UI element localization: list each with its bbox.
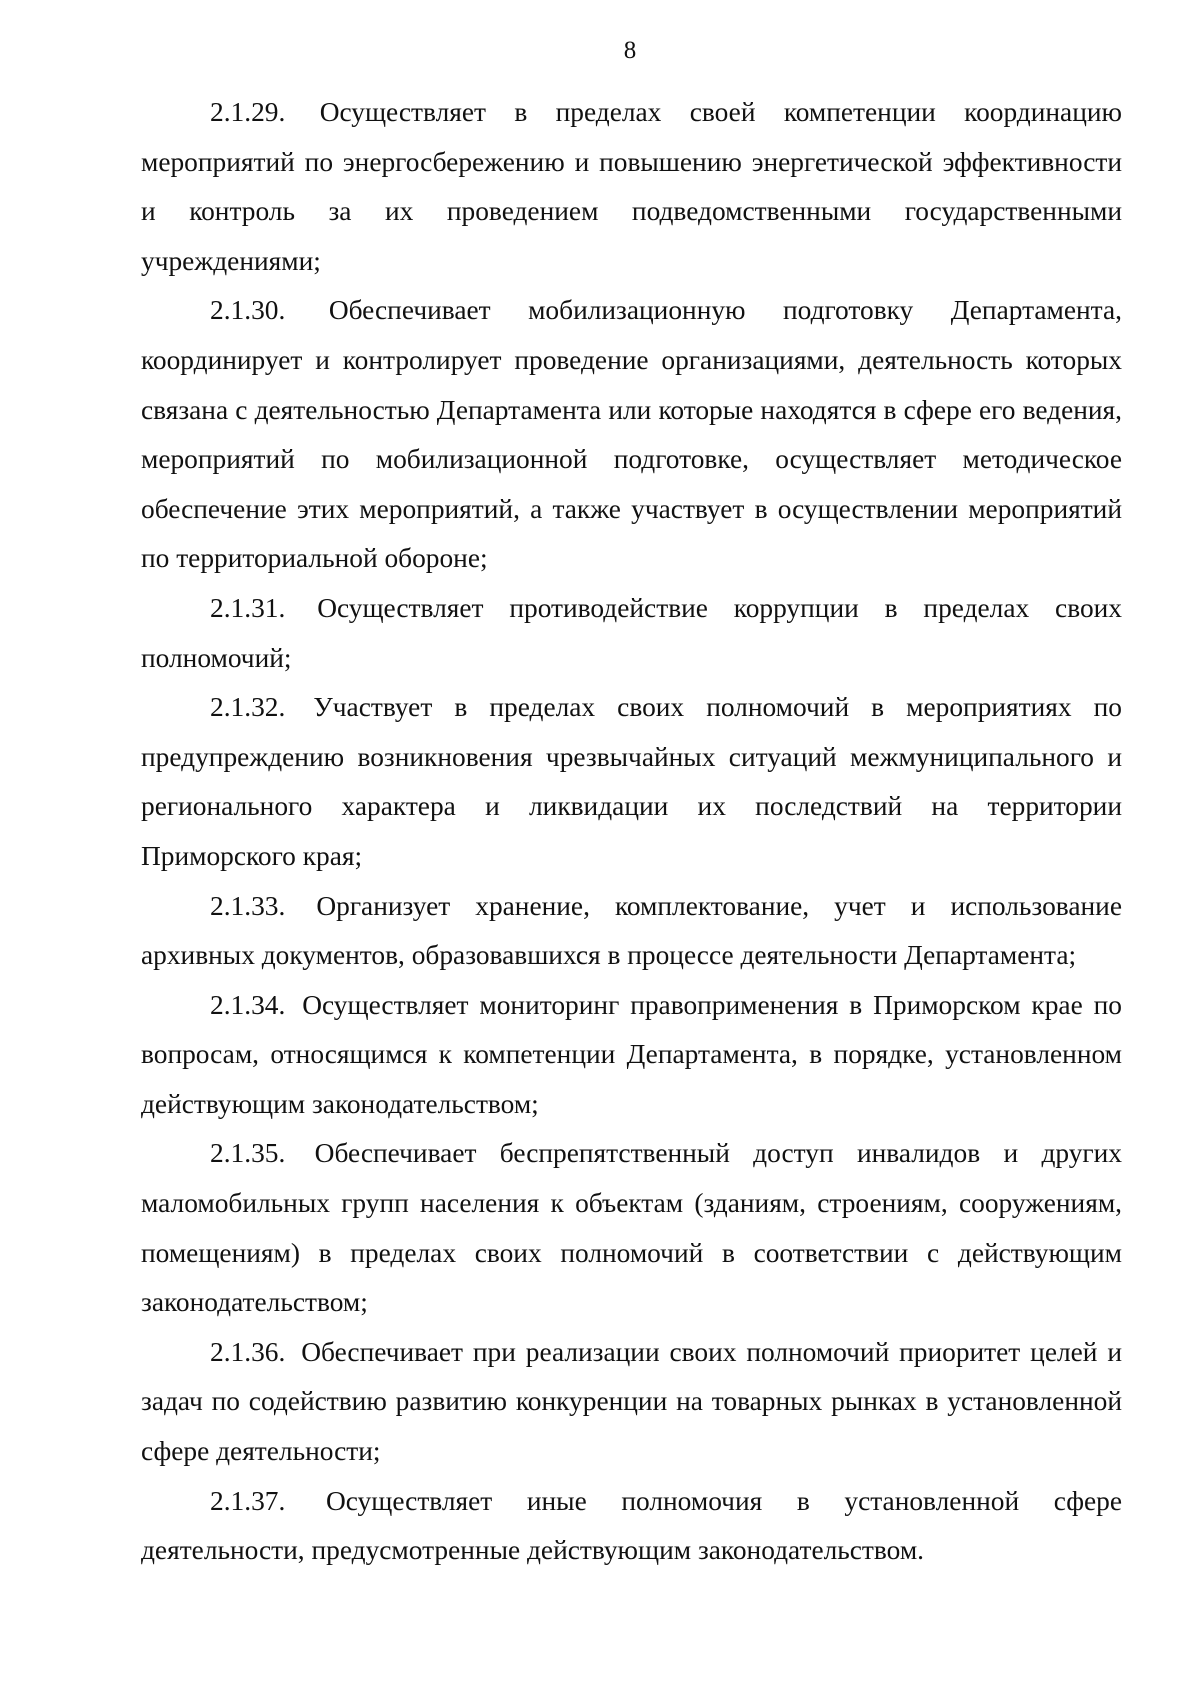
paragraph-number: 2.1.35. <box>210 1138 286 1169</box>
paragraph-2-1-32 <box>141 683 1122 881</box>
paragraph-2-1-31 <box>141 584 1122 683</box>
page-number: 8 <box>623 37 637 64</box>
paragraph-number: 2.1.34. <box>210 989 286 1020</box>
paragraph-2-1-30 <box>141 286 1122 584</box>
paragraph-text: Организует хранение, комплектование, учет и использование архивных документов, образовавшихся в процессе деятельности Департамента; <box>141 890 1122 971</box>
paragraph-number: 2.1.36. <box>210 1336 286 1367</box>
paragraph-text: Участвует в пределах своих полномочий в мероприятиях по предупреждению возникновения чрезвычайных ситуаций межмуниципального и регионального характера и ликвидации их последствий на территории Приморского края; <box>141 692 1122 871</box>
paragraph-number: 2.1.32. <box>210 692 286 723</box>
paragraph-text: Осуществляет противодействие коррупции в пределах своих полномочий; <box>141 592 1122 673</box>
paragraph-text: Осуществляет иные полномочия в установленной сфере деятельности, предусмотренные действующим законодательством. <box>141 1485 1122 1566</box>
paragraph-number: 2.1.29. <box>210 97 286 127</box>
paragraph-2-1-33 <box>141 882 1122 981</box>
paragraph-text: Обеспечивает беспрепятственный доступ инвалидов и других маломобильных групп населения к объектам (зданиям, строениям, сооружениям, помещениям) в пределах своих полномочий в соответствии с действующим законодательством; <box>141 1138 1122 1318</box>
paragraph-2-1-37 <box>141 1477 1122 1576</box>
paragraph-text: Осуществляет мониторинг правоприменения в Приморском крае по вопросам, относящимся к компетенции Департамента, в порядке, установленном действующим законодательством; <box>141 989 1122 1119</box>
document-body <box>141 88 1122 1576</box>
paragraph-2-1-35 <box>141 1129 1122 1327</box>
paragraph-2-1-34 <box>141 981 1122 1130</box>
paragraph-text: Обеспечивает при реализации своих полномочий приоритет целей и задач по содействию развитию конкуренции на товарных рынках в установленной сфере деятельности; <box>141 1336 1122 1467</box>
paragraph-number: 2.1.31. <box>210 592 286 623</box>
paragraph-2-1-36 <box>141 1328 1122 1477</box>
paragraph-number: 2.1.33. <box>210 890 286 921</box>
paragraph-number: 2.1.30. <box>210 295 286 326</box>
paragraph-text: Обеспечивает мобилизационную подготовку Департамента, координирует и контролирует проведение организациями, деятельность которых связана с деятельностью Департамента или которые находятся в сфере его ведения, мероприятий по мобилизационной подготовке, осуществляет методическое обеспечение этих мероприятий, а также участвует в осуществлении мероприятий по территориальной обороне; <box>141 295 1122 574</box>
paragraph-2-1-29 <box>141 88 1122 286</box>
paragraph-number: 2.1.37. <box>210 1485 286 1516</box>
paragraph-text: Осуществляет в пределах своей компетенции координацию мероприятий по энергосбережению и повышению энергетической эффективности и контроль за их проведением подведомственными государственными учреждениями; <box>141 97 1122 276</box>
